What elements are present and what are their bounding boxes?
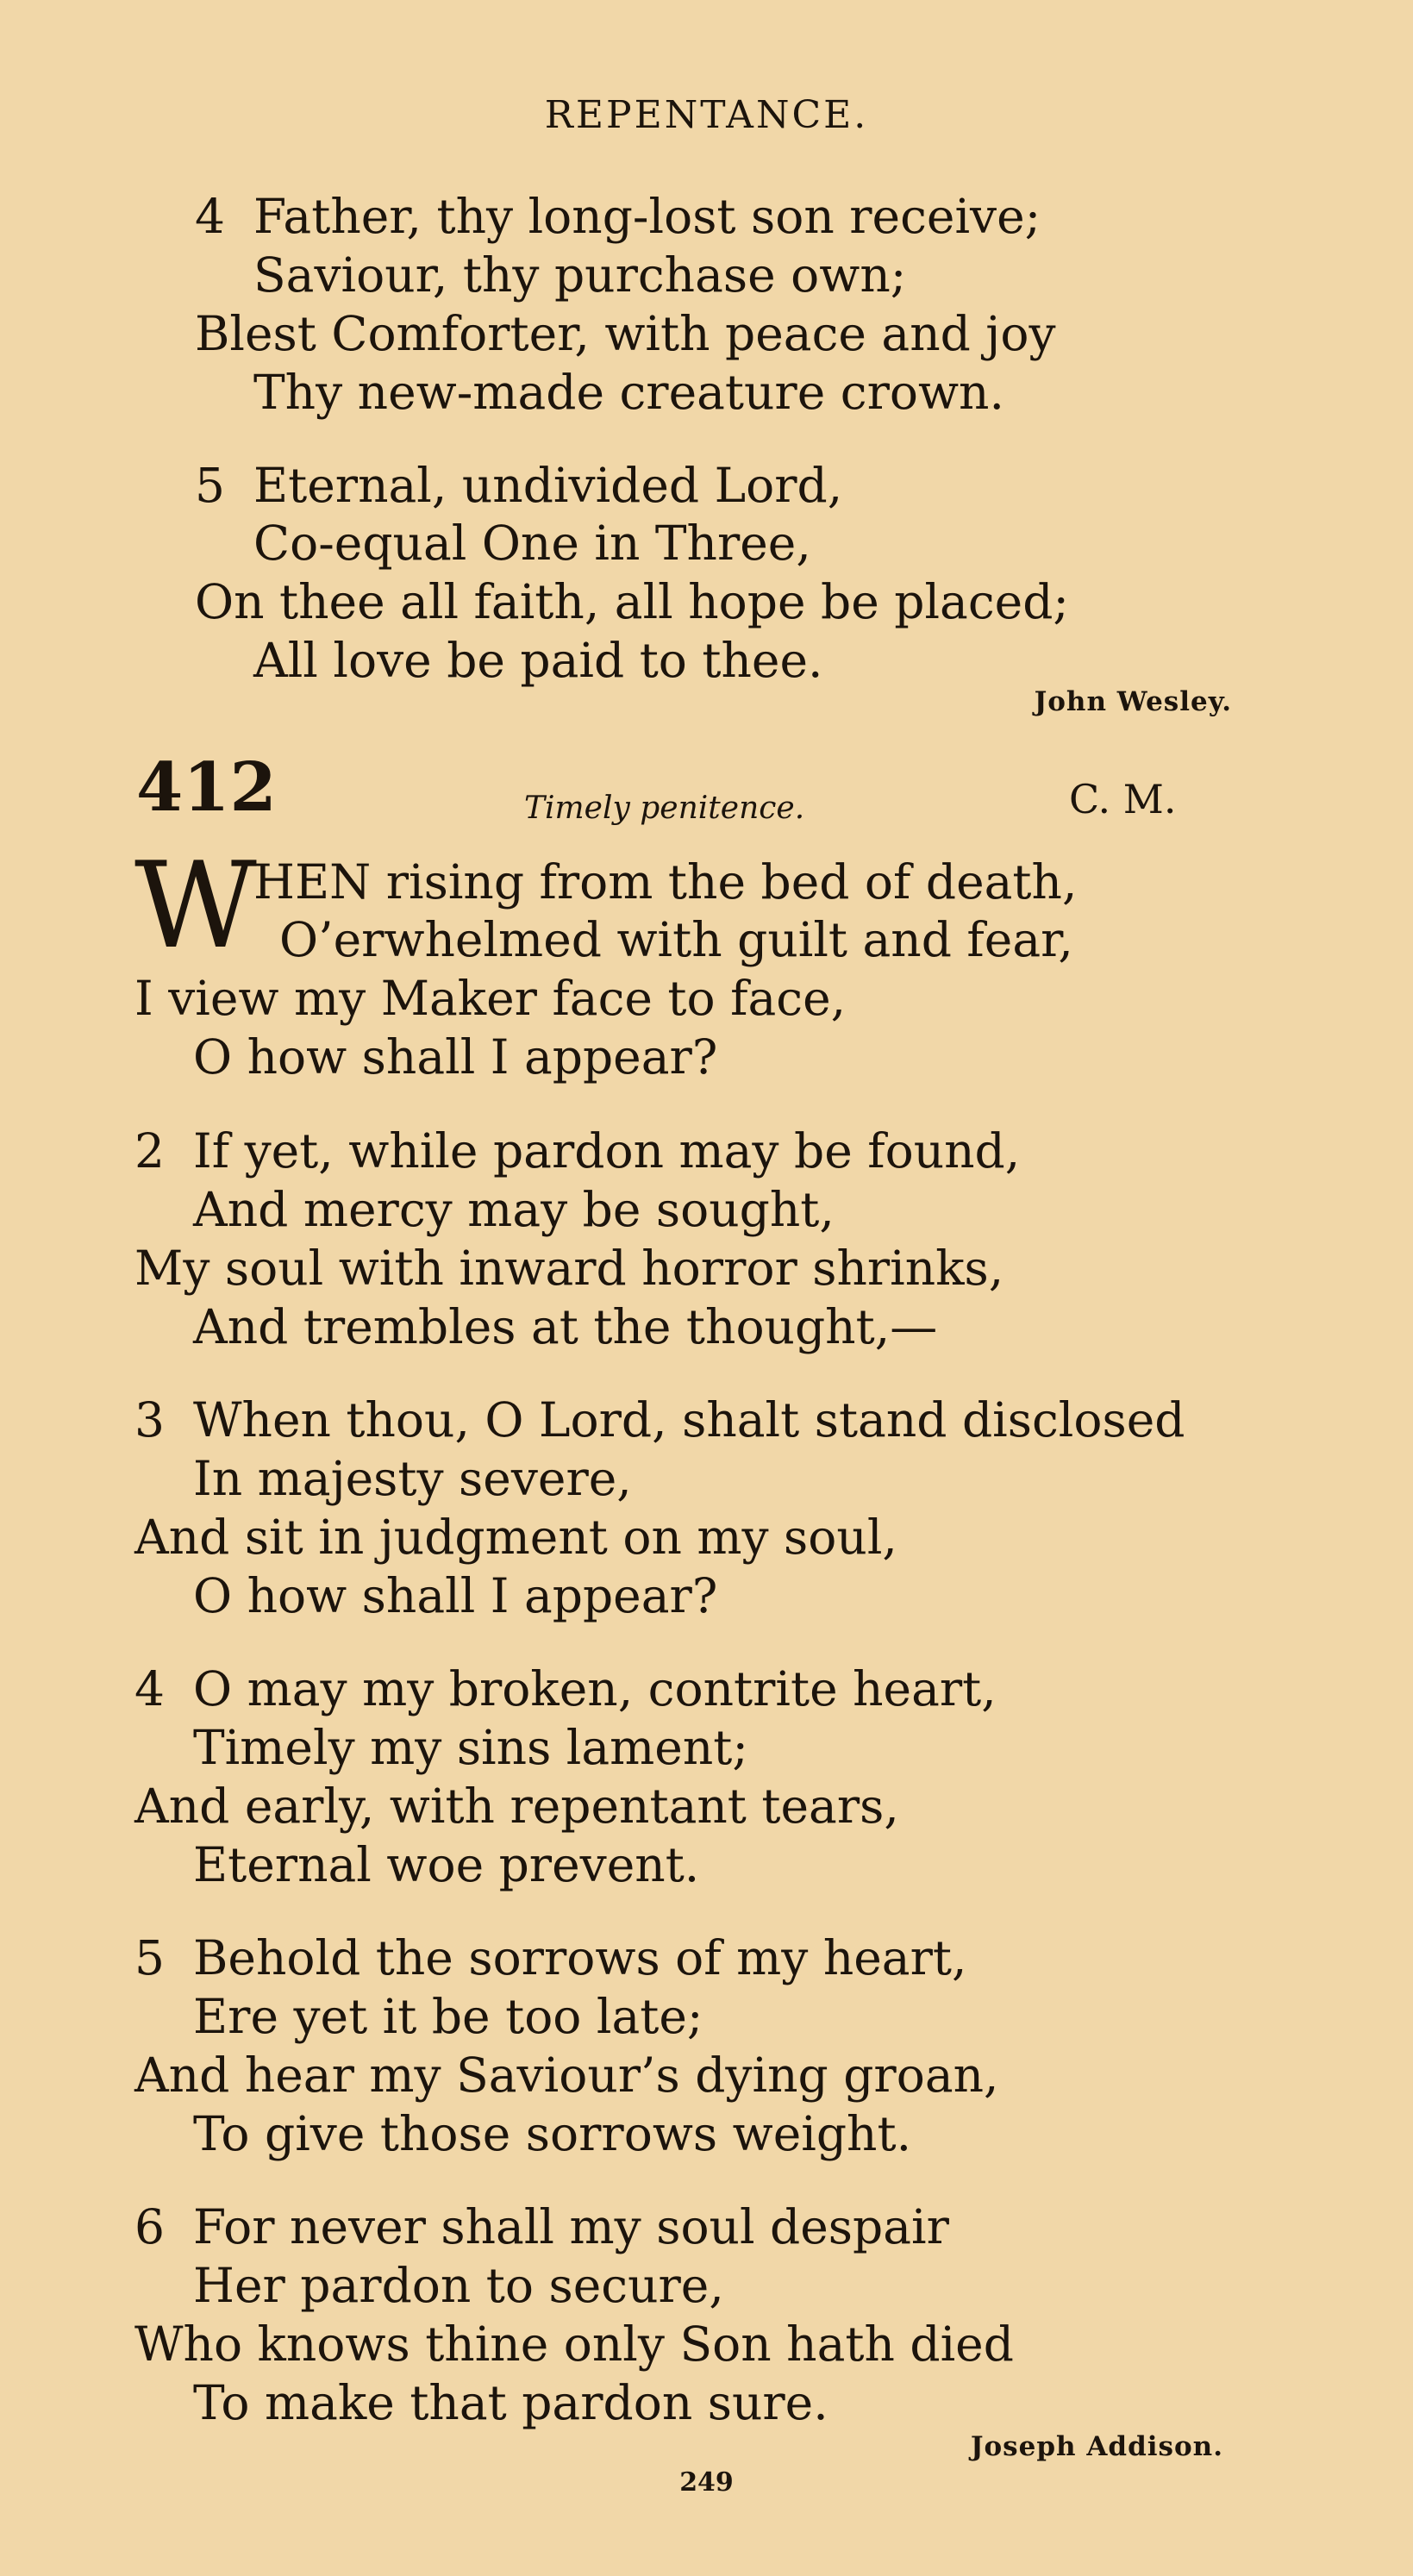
verse-line: Ere yet it be too late;	[193, 1989, 703, 2044]
verse-line: On thee all faith, all hope be placed;	[195, 574, 1069, 629]
stanza-number: 6	[134, 2199, 165, 2254]
stanza-number: 2	[134, 1123, 165, 1179]
page-number: 249	[679, 2467, 734, 2498]
hymn-meter: C. M.	[1069, 776, 1177, 822]
verse-line: My soul with inward horror shrinks,	[134, 1241, 1004, 1296]
verse-line: Blest Comforter, with peace and joy	[195, 306, 1056, 361]
verse-line: When thou, O Lord, shalt stand disclosed	[193, 1392, 1185, 1447]
verse-line: And mercy may be sought,	[193, 1182, 835, 1237]
verse-line: Thy new-made creature crown.	[253, 365, 1004, 420]
verse-line: For never shall my soul despair	[193, 2199, 949, 2254]
verse-line: And hear my Saviour’s dying groan,	[134, 2048, 999, 2103]
verse-line: And trembles at the thought,—	[193, 1299, 938, 1354]
hymn-number: 412	[136, 748, 277, 827]
stanza-number: 3	[134, 1392, 165, 1447]
running-header: REPENTANCE.	[544, 93, 869, 137]
verse-line: If yet, while pardon may be found,	[193, 1123, 1021, 1179]
verse-line: Timely my sins lament;	[193, 1720, 748, 1775]
drop-cap: W	[134, 836, 257, 975]
verse-line: Co-equal One in Three,	[253, 516, 811, 571]
verse-line: Father, thy long-lost son receive;	[253, 189, 1041, 244]
verse-line: I view my Maker face to face,	[134, 971, 847, 1026]
verse-line: And sit in judgment on my soul,	[134, 1510, 897, 1565]
verse-line: Eternal, undivided Lord,	[253, 458, 843, 513]
verse-line: Eternal woe prevent.	[193, 1837, 700, 1892]
verse-line: O may my broken, contrite heart,	[193, 1661, 997, 1716]
verse-line: Saviour, thy purchase own;	[253, 247, 907, 303]
stanza-number: 4	[195, 189, 225, 244]
verse-line: Who knows thine only Son hath died	[134, 2317, 1014, 2372]
verse-line: Behold the sorrows of my heart,	[193, 1930, 967, 1985]
verse-line: HEN rising from the bed of death,	[253, 854, 1078, 910]
verse-line: All love be paid to thee.	[253, 633, 823, 688]
verse-line: O how shall I appear?	[193, 1568, 718, 1623]
stanza-number: 5	[195, 458, 225, 513]
author-attribution: John Wesley.	[1034, 686, 1232, 717]
author-attribution: Joseph Addison.	[970, 2431, 1223, 2462]
verse-line: O’erwhelmed with guilt and fear,	[279, 912, 1073, 967]
verse-line: O how shall I appear?	[193, 1029, 718, 1085]
hymn-subject: Timely penitence.	[524, 791, 805, 826]
verse-line: To make that pardon sure.	[193, 2375, 828, 2430]
verse-line: And early, with repentant tears,	[134, 1779, 899, 1834]
verse-line: Her pardon to secure,	[193, 2258, 724, 2313]
verse-line: In majesty severe,	[193, 1451, 632, 1506]
stanza-number: 5	[134, 1930, 165, 1985]
stanza-number: 4	[134, 1661, 165, 1716]
verse-line: To give those sorrows weight.	[193, 2106, 912, 2161]
